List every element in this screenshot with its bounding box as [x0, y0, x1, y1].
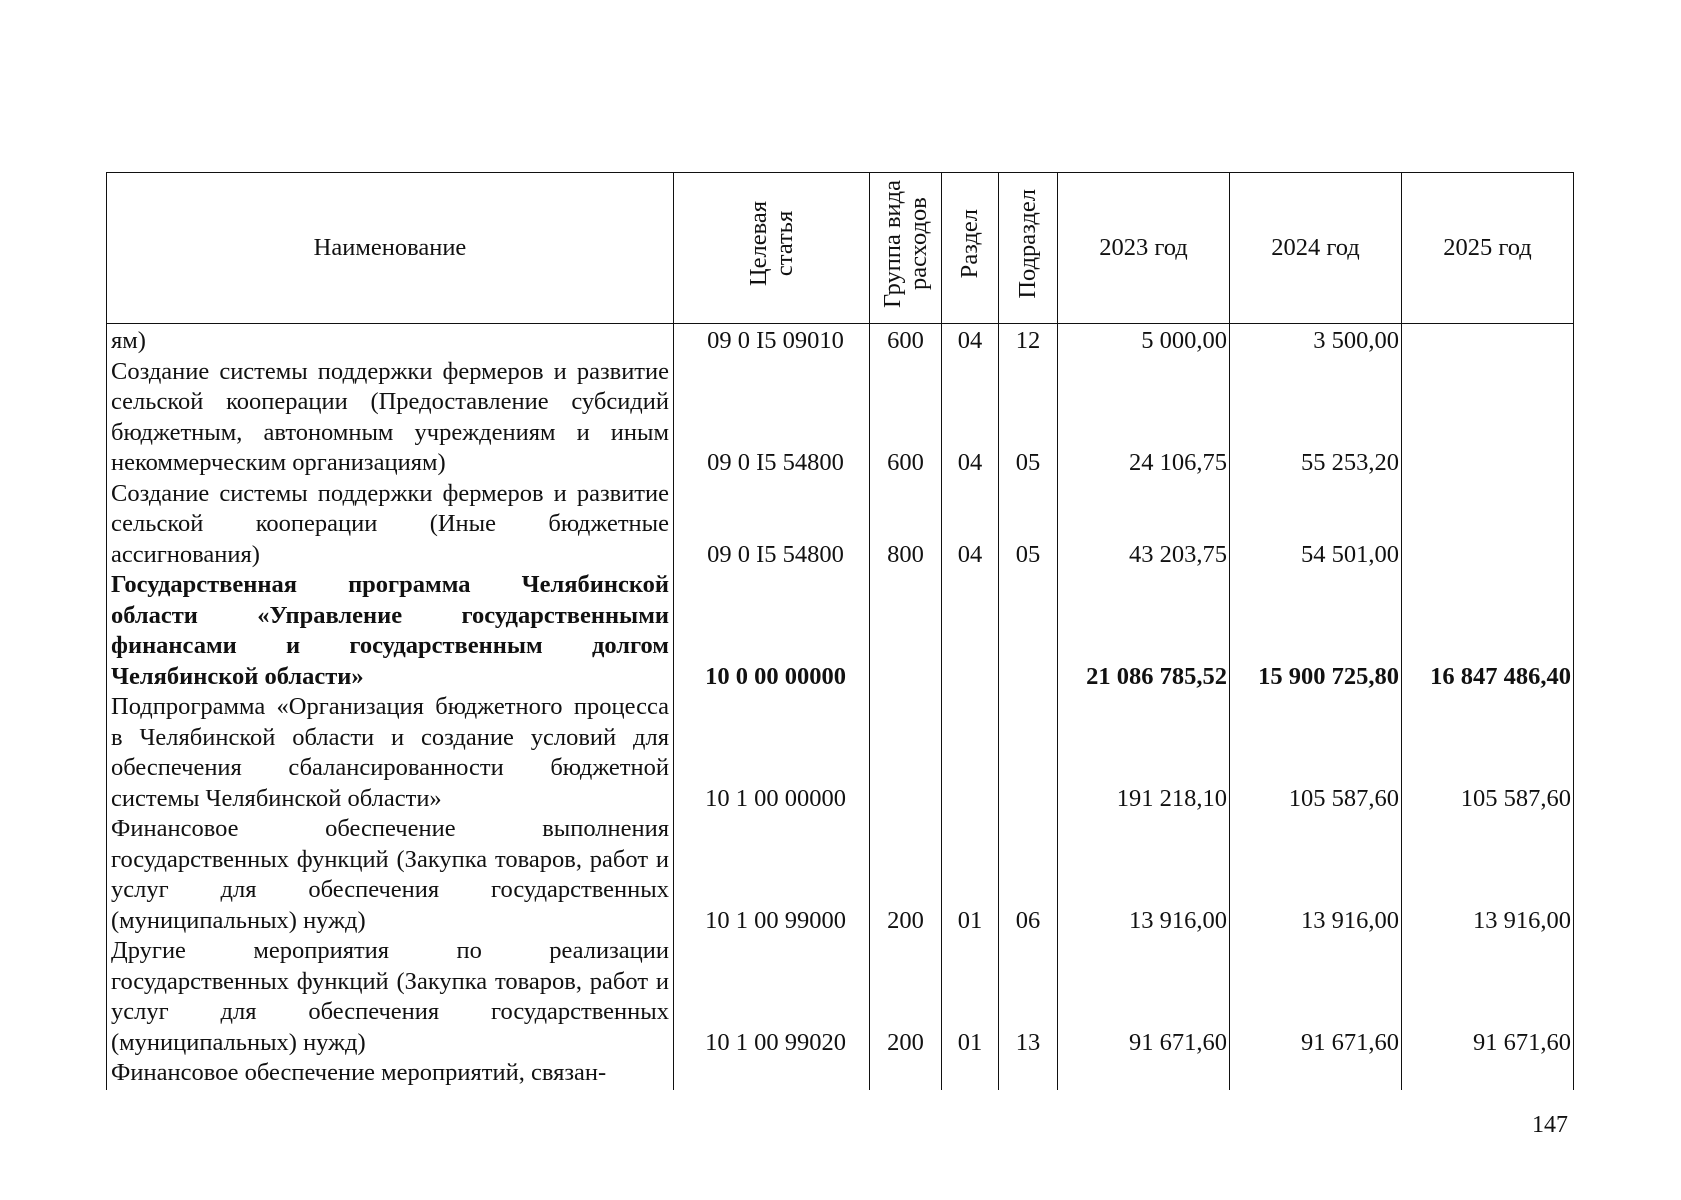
row-section: [942, 692, 999, 814]
row-target-article: [674, 1058, 870, 1090]
row-section: 01: [942, 936, 999, 1058]
table-row: [107, 814, 1574, 936]
row-amount-2023: 21 086 785,52: [1058, 570, 1230, 692]
row-target-article: 10 1 00 00000: [674, 692, 870, 814]
row-amount-2024: 91 671,60: [1230, 936, 1402, 1058]
row-amount-2025: [1402, 357, 1574, 479]
row-section: [942, 1058, 999, 1090]
table-row: [107, 1058, 1574, 1090]
row-amount-2025: 16 847 486,40: [1402, 570, 1574, 692]
row-amount-2025: [1402, 1058, 1574, 1090]
header-year-2023: 2023 год: [1058, 173, 1230, 324]
row-name: ям): [107, 324, 674, 357]
table-row: [107, 357, 1574, 479]
row-name: Финансовое обеспечение выполнения государственных функций (Закупка товаров, работ и услуг для обеспечения государственных (муниципальных) нужд): [107, 814, 674, 936]
row-amount-2024: [1230, 1058, 1402, 1090]
row-section: 04: [942, 479, 999, 571]
row-section: 04: [942, 357, 999, 479]
row-section: 04: [942, 324, 999, 357]
row-amount-2024: 105 587,60: [1230, 692, 1402, 814]
row-name: Государственная программа Челябинской области «Управление государственными финансами и государственным долгом Челябинской области»: [107, 570, 674, 692]
page-number: 147: [1532, 1112, 1568, 1138]
row-amount-2024: 55 253,20: [1230, 357, 1402, 479]
row-amount-2025: 91 671,60: [1402, 936, 1574, 1058]
row-name: Создание системы поддержки фермеров и развитие сельской кооперации (Предоставление субсидий бюджетным, автономным учреждениям и иным некоммерческим организациям): [107, 357, 674, 479]
row-amount-2024: 3 500,00: [1230, 324, 1402, 357]
row-amount-2023: [1058, 1058, 1230, 1090]
row-name: Финансовое обеспечение мероприятий, связан-: [107, 1058, 674, 1090]
row-expense-group: [870, 570, 942, 692]
row-name: Создание системы поддержки фермеров и развитие сельской кооперации (Иные бюджетные ассигнования): [107, 479, 674, 571]
row-expense-group: 800: [870, 479, 942, 571]
row-target-article: 10 0 00 00000: [674, 570, 870, 692]
row-subsection: 13: [999, 936, 1058, 1058]
row-subsection: [999, 692, 1058, 814]
row-section: [942, 570, 999, 692]
row-amount-2024: 15 900 725,80: [1230, 570, 1402, 692]
row-target-article: 10 1 00 99020: [674, 936, 870, 1058]
row-expense-group: [870, 692, 942, 814]
header-name: Наименование: [107, 173, 674, 324]
header-year-2024: 2024 год: [1230, 173, 1402, 324]
row-amount-2023: 191 218,10: [1058, 692, 1230, 814]
row-name: Подпрограмма «Организация бюджетного процесса в Челябинской области и создание условий для обеспечения сбалансированности бюджетной системы Челябинской области»: [107, 692, 674, 814]
header-expense-group: Группа вида расходов: [870, 173, 942, 324]
row-subsection: 12: [999, 324, 1058, 357]
row-amount-2025: 105 587,60: [1402, 692, 1574, 814]
header-subsection: Подраздел: [999, 173, 1058, 324]
row-subsection: 05: [999, 479, 1058, 571]
row-target-article: 09 0 I5 54800: [674, 357, 870, 479]
row-expense-group: 200: [870, 814, 942, 936]
row-amount-2023: 13 916,00: [1058, 814, 1230, 936]
row-expense-group: 600: [870, 357, 942, 479]
table-row: [107, 692, 1574, 814]
table-row: [107, 936, 1574, 1058]
row-name: Другие мероприятия по реализации государственных функций (Закупка товаров, работ и услуг для обеспечения государственных (муниципальных) нужд): [107, 936, 674, 1058]
table-row: [107, 479, 1574, 571]
row-amount-2024: 54 501,00: [1230, 479, 1402, 571]
row-target-article: 10 1 00 99000: [674, 814, 870, 936]
row-amount-2023: 5 000,00: [1058, 324, 1230, 357]
row-subsection: 06: [999, 814, 1058, 936]
row-amount-2025: [1402, 479, 1574, 571]
row-expense-group: [870, 1058, 942, 1090]
row-amount-2023: 24 106,75: [1058, 357, 1230, 479]
row-section: 01: [942, 814, 999, 936]
row-target-article: 09 0 I5 54800: [674, 479, 870, 571]
table-header: [107, 173, 1574, 324]
header-target-article: Целевая статья: [674, 173, 870, 324]
header-year-2025: 2025 год: [1402, 173, 1574, 324]
row-amount-2025: 13 916,00: [1402, 814, 1574, 936]
table-row-program-total: [107, 570, 1574, 692]
row-amount-2023: 43 203,75: [1058, 479, 1230, 571]
row-subsection: [999, 570, 1058, 692]
header-section: Раздел: [942, 173, 999, 324]
row-amount-2024: 13 916,00: [1230, 814, 1402, 936]
row-amount-2023: 91 671,60: [1058, 936, 1230, 1058]
row-amount-2025: [1402, 324, 1574, 357]
budget-table: [106, 172, 1574, 1090]
row-subsection: 05: [999, 357, 1058, 479]
row-expense-group: 600: [870, 324, 942, 357]
row-expense-group: 200: [870, 936, 942, 1058]
row-target-article: 09 0 I5 09010: [674, 324, 870, 357]
table-row: [107, 324, 1574, 357]
row-subsection: [999, 1058, 1058, 1090]
